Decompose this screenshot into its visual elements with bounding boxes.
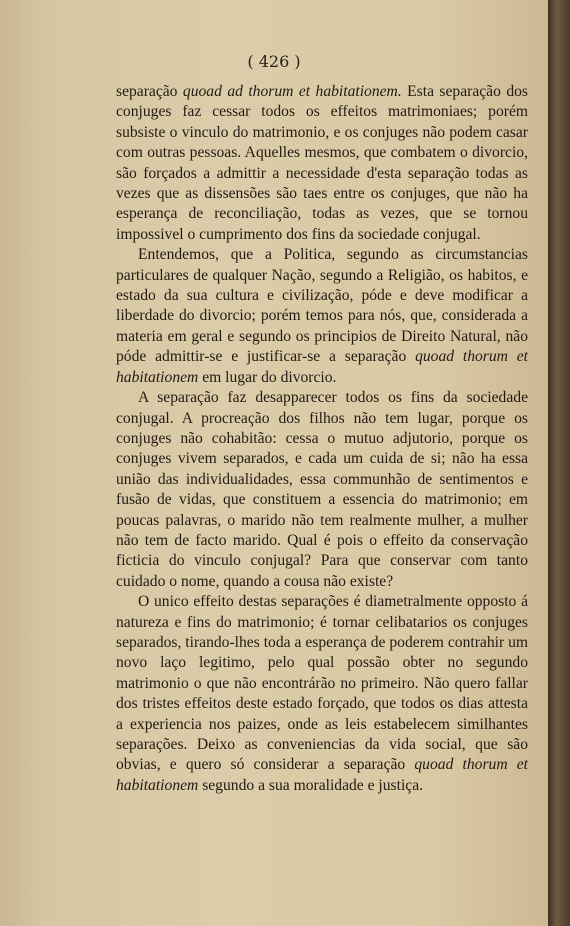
book-page-edge <box>548 0 570 926</box>
paragraph <box>116 592 528 796</box>
paragraph <box>116 245 528 388</box>
text-run: Entendemos, que a Politica, segundo as circumstancias particulares de qualquer Nação, segundo a Religião, os habitos, e estado da sua cultura e civilização, póde e deve modificar a liberdade do divorcio; porém temos para nós, que, considerada a materia em geral e segundo os principios de Direito Natural, não póde admittir-se e justificar-se a separação <box>116 246 528 366</box>
text-run: A separação faz desapparecer todos os fins da sociedade conjugal. A procreação dos filhos não tem lugar, porque os conjuges não cohabitão: cessa o mutuo adjutorio, porque os conjuges vivem separados, e cada um cuida de si; não ha essa união das individualidades, essa communhão de sentimentos e fusão de vidas, que constituem a essencia do matrimonio; em poucas palavras, o marido não tem realmente mulher, a mulher não tem de facto marido. Qual é pois o effeito da conservação ficticia do vinculo conjugal? Para que conservar com tanto cuidado o nome, quando a cousa não existe? <box>116 389 528 590</box>
paragraph <box>116 82 528 245</box>
italic-phrase: quoad thorum et habitationem <box>116 756 528 794</box>
text-run: O unico effeito destas separações é diametralmente opposto á natureza e fins do matrimonio; é tornar celibatarios os conjuges separados, tirando-lhes toda a esperança de poderem contrahir um novo laço legitimo, pelo qual possão obter no segundo matrimonio o que não encontrárão no primeiro. Não quero fallar dos tristes effeitos deste estado forçado, que todos os dias attesta a experiencia nos paizes, onde as leis estabelecem similhantes separações. Deixo as conveniencias da vida social, que são obvias, e quero só considerar a separação <box>116 593 528 774</box>
text-run: separação <box>116 83 183 100</box>
italic-phrase: quoad ad thorum et habitationem. <box>182 83 402 100</box>
text-run: Esta separação dos conjuges faz cessar todos os effeitos matrimoniaes; porém subsiste o vinculo do matrimonio, e os conjuges não podem casar com outras pessoas. Aquelles mesmos, que combatem o divorcio, são forçados a admittir a necessidade d'esta separação todas as vezes que as dissensões são taes entre os conjuges, que não ha esperança de reconciliação, todas as vezes, que se tornou impossivel o cumprimento dos fins da sociedade conjugal. <box>116 83 528 243</box>
text-run: em lugar do divorcio. <box>198 368 337 386</box>
text-run: segundo a sua moralidade e justiça. <box>198 776 424 794</box>
body-text <box>116 82 528 796</box>
paragraph <box>116 388 528 592</box>
italic-phrase: quoad thorum et habitationem <box>116 348 528 386</box>
page-number: ( 426 ) <box>247 52 301 71</box>
